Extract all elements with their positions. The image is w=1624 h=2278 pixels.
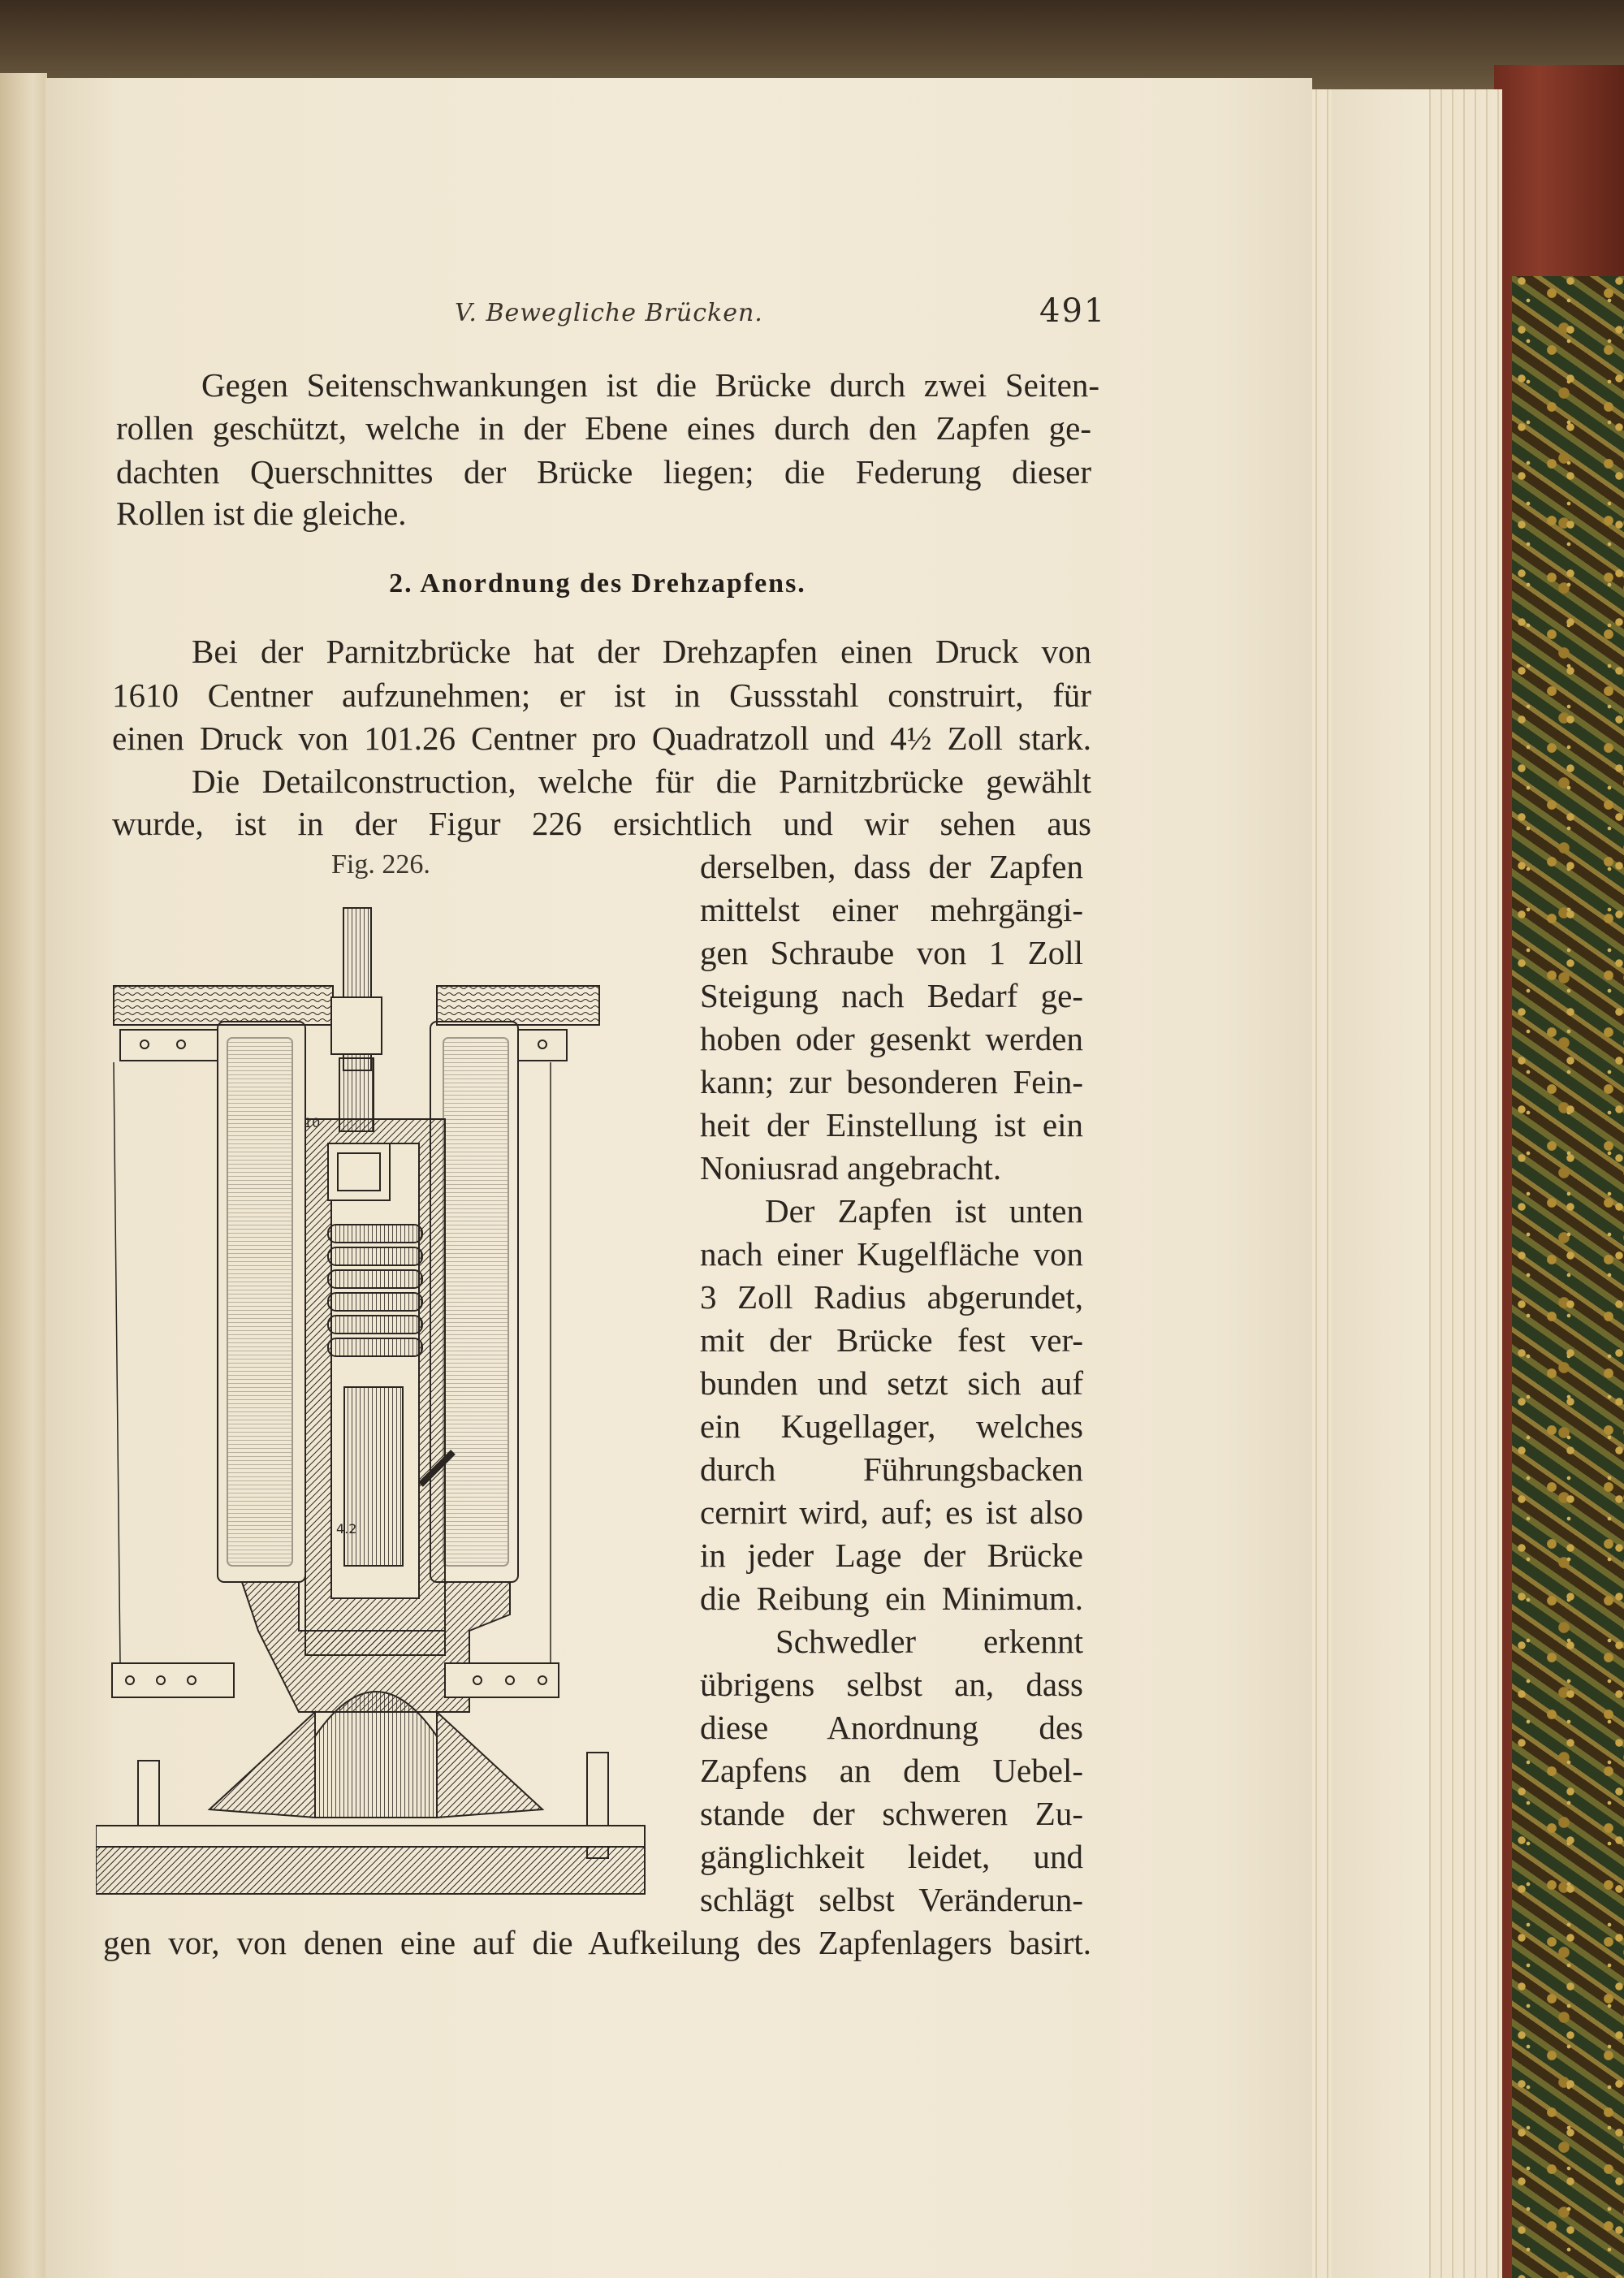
column-line: kann; zur besonderen Fein- [700, 1063, 1083, 1100]
marbled-endpaper [1512, 276, 1624, 2278]
column-line: Steigung nach Bedarf ge- [700, 977, 1083, 1014]
column-line: schlägt selbst Veränderun- [700, 1881, 1083, 1918]
column-line: Der Zapfen ist unten [765, 1192, 1083, 1230]
page-number: 491 [1039, 292, 1107, 330]
column-line: die Reibung ein Minimum. [700, 1580, 1083, 1617]
paragraph2-line: Die Detailconstruction, welche für die Parnitzbrücke gewählt [192, 763, 1091, 800]
column-line: in jeder Lage der Brücke [700, 1537, 1083, 1574]
column-line: diese Anordnung des [700, 1709, 1083, 1746]
column-line: ein Kugellager, welches [700, 1407, 1083, 1445]
column-line: mit der Brücke fest ver- [700, 1321, 1083, 1359]
pivot-bearing-engraving [96, 900, 656, 1899]
column-line: heit der Einstellung ist ein [700, 1106, 1083, 1143]
column-line: cernirt wird, auf; es ist also [700, 1493, 1083, 1531]
paragraph1-line: Rollen ist die gleiche. [116, 495, 407, 532]
column-line: bunden und setzt sich auf [700, 1364, 1083, 1402]
column-line: Zapfens an dem Uebel- [700, 1752, 1083, 1789]
column-line: nach einer Kugelfläche von [700, 1235, 1083, 1273]
section-heading: 2. Anordnung des Drehzapfens. [389, 568, 806, 599]
left-page-edge [0, 73, 47, 2278]
column-line: übrigens selbst an, dass [700, 1666, 1083, 1703]
column-line: mittelst einer mehrgängi- [700, 891, 1083, 928]
column-line: derselben, dass der Zapfen [700, 848, 1083, 885]
column-line: gen Schraube von 1 Zoll [700, 934, 1083, 971]
column-line: Schwedler erkennt [775, 1623, 1083, 1660]
column-line: Noniusrad angebracht. [700, 1149, 1002, 1187]
paragraph1-line: rollen geschützt, welche in der Ebene eines durch den Zapfen ge- [116, 409, 1091, 447]
paragraph2-line: einen Druck von 101.26 Centner pro Quadratzoll und 4½ Zoll stark. [112, 720, 1091, 757]
column-line: stande der schweren Zu- [700, 1795, 1083, 1832]
dimension-top: 10 [304, 1115, 321, 1130]
book-binding-top [0, 0, 1624, 89]
paragraph1-line: Gegen Seitenschwankungen ist die Brücke durch zwei Seiten- [201, 366, 1099, 404]
column-line: 3 Zoll Radius abgerundet, [700, 1278, 1083, 1316]
paragraph1-line: dachten Querschnittes der Brücke liegen; die Federung dieser [116, 453, 1091, 491]
figure-label: Fig. 226. [331, 849, 430, 880]
page-stack-edge [1299, 89, 1502, 2278]
paragraph2-line: wurde, ist in der Figur 226 ersichtlich und wir sehen aus [112, 805, 1091, 842]
column-line: gänglichkeit leidet, und [700, 1838, 1083, 1875]
column-line: hoben oder gesenkt werden [700, 1020, 1083, 1057]
paragraph2-line: 1610 Centner aufzunehmen; er ist in Gussstahl construirt, für [112, 676, 1091, 714]
running-head: V. Bewegliche Brücken. [455, 299, 763, 327]
column-line: durch Führungsbacken [700, 1450, 1083, 1488]
final-line: gen vor, von denen eine auf die Aufkeilung des Zapfenlagers basirt. [103, 1924, 1091, 1961]
paragraph2-line: Bei der Parnitzbrücke hat der Drehzapfen einen Druck von [192, 633, 1091, 670]
dimension-mid: 4.2 [336, 1521, 357, 1537]
